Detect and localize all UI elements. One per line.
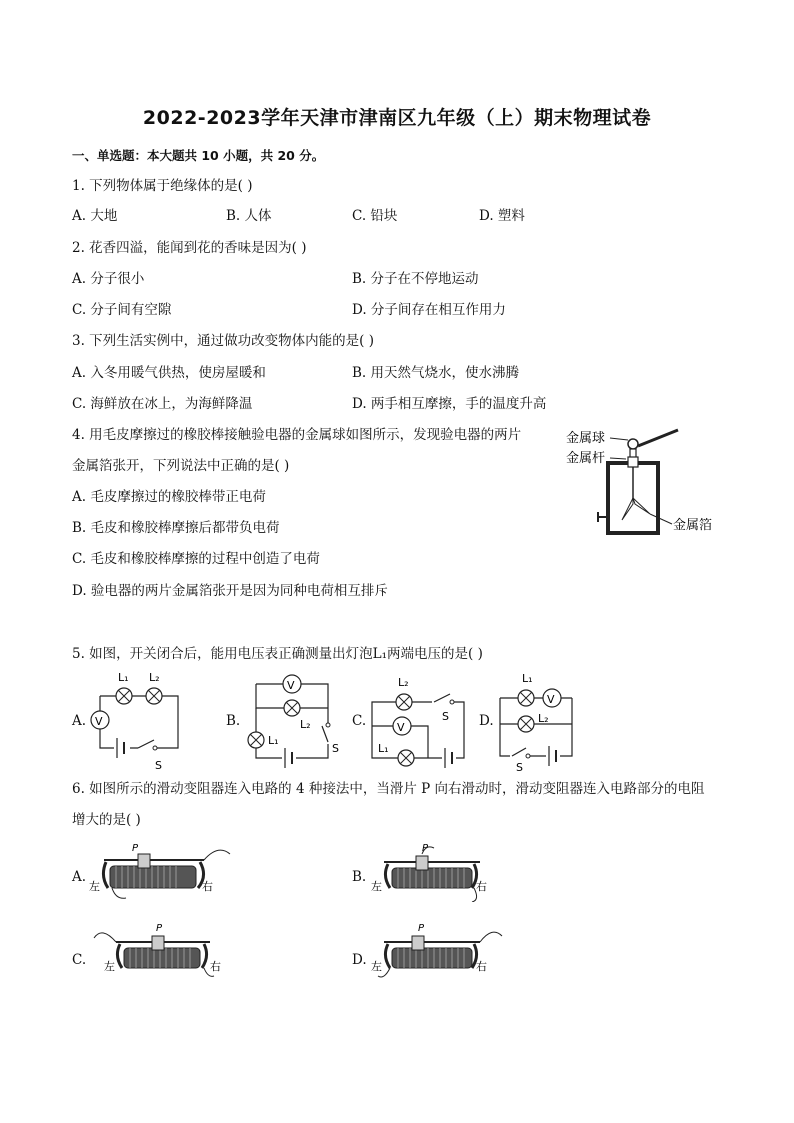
page-title: 2022-2023学年天津市津南区九年级（上）期末物理试卷: [142, 107, 652, 129]
q3-option-d: D. 两手相互摩擦，手的温度升高: [352, 396, 547, 412]
svg-text:L₂: L₂: [149, 671, 160, 684]
q2-option-a: A. 分子很小: [72, 271, 145, 287]
q1-option-a: A. 大地: [72, 208, 118, 224]
q2-option-d: D. 分子间存在相互作用力: [352, 302, 506, 318]
q3-option-b: B. 用天然气烧水，使水沸腾: [352, 365, 520, 381]
svg-text:L₂: L₂: [300, 718, 311, 731]
q6-stem-line2: 增大的是( ): [72, 812, 141, 828]
q2-stem: 2. 花香四溢，能闻到花的香味是因为( ): [72, 240, 307, 256]
q6-stem-line1: 6. 如图所示的滑动变阻器连入电路的 4 种接法中，当滑片 P 向右滑动时，滑动变阻器连入电路部分的电阻: [72, 781, 705, 797]
rheostat-a: [86, 840, 236, 902]
q5-option-b-label: B.: [226, 713, 241, 729]
q3-stem: 3. 下列生活实例中，通过做功改变物体内能的是( ): [72, 333, 374, 349]
circuit-d: [492, 668, 592, 772]
q6-option-b-label: B.: [352, 869, 367, 885]
q3-option-a: A. 入冬用暖气供热，使房屋暖和: [72, 365, 266, 381]
svg-text:P: P: [156, 923, 163, 934]
q4-stem-line2: 金属箔张开，下列说法中正确的是( ): [72, 458, 290, 474]
svg-text:S: S: [516, 761, 523, 772]
svg-text:右: 右: [476, 960, 487, 973]
svg-text:V: V: [287, 679, 295, 692]
svg-text:L₁: L₁: [118, 671, 129, 684]
svg-text:L₁: L₁: [522, 672, 533, 685]
q1-stem: 1. 下列物体属于绝缘体的是( ): [72, 178, 253, 194]
q2-option-c: C. 分子间有空隙: [72, 302, 172, 318]
metal-ball-label: 金属球: [566, 431, 606, 446]
q4-option-a: A. 毛皮摩擦过的橡胶棒带正电荷: [72, 489, 266, 505]
circuit-c: [364, 668, 474, 772]
q4-stem-line1: 4. 用毛皮摩擦过的橡胶棒接触验电器的金属球如图所示，发现验电器的两片: [72, 427, 522, 443]
section-heading: 一、单选题：本大题共 10 小题，共 20 分。: [72, 148, 325, 163]
svg-text:V: V: [397, 721, 405, 734]
q5-option-d-label: D.: [479, 713, 494, 729]
rheostat-b: [368, 840, 518, 902]
metal-foil-label: 金属箔: [673, 518, 713, 533]
metal-rod-label: 金属杆: [566, 451, 606, 466]
q5-stem: 5. 如图，开关闭合后，能用电压表正确测量出灯泡L₁两端电压的是( ): [72, 646, 483, 662]
q6-option-a-label: A.: [72, 869, 87, 885]
metal-ball: [628, 439, 638, 449]
svg-text:L₁: L₁: [378, 742, 389, 755]
q4-option-d: D. 验电器的两片金属箔张开是因为同种电荷相互排斥: [72, 583, 388, 599]
svg-text:P: P: [422, 843, 429, 854]
svg-text:右: 右: [210, 960, 221, 973]
q5-option-c-label: C.: [352, 713, 367, 729]
q6-option-d-label: D.: [352, 952, 367, 968]
q1-option-c: C. 铅块: [352, 208, 398, 224]
svg-text:S: S: [155, 759, 162, 772]
svg-text:P: P: [418, 923, 425, 934]
rheostat-d: [368, 920, 518, 982]
q2-option-b: B. 分子在不停地运动: [352, 271, 479, 287]
svg-text:P: P: [132, 843, 139, 854]
q5-option-a-label: A.: [72, 713, 87, 729]
svg-text:S: S: [442, 710, 449, 723]
q1-option-b: B. 人体: [226, 208, 272, 224]
q4-option-c: C. 毛皮和橡胶棒摩擦的过程中创造了电荷: [72, 551, 320, 567]
circuit-b: [238, 668, 348, 772]
svg-text:左: 左: [371, 960, 382, 973]
svg-text:左: 左: [371, 880, 382, 893]
svg-text:L₂: L₂: [538, 712, 549, 725]
svg-text:右: 右: [202, 880, 213, 893]
svg-text:左: 左: [104, 960, 115, 973]
svg-text:L₁: L₁: [268, 734, 279, 747]
svg-text:L₂: L₂: [398, 676, 409, 689]
svg-text:右: 右: [476, 880, 487, 893]
svg-text:S: S: [332, 742, 339, 755]
electroscope-figure: [560, 420, 740, 542]
svg-text:V: V: [95, 715, 103, 728]
rubber-rod: [638, 430, 678, 446]
q6-option-c-label: C.: [72, 952, 87, 968]
svg-text:左: 左: [89, 880, 100, 893]
q1-option-d: D. 塑料: [479, 208, 525, 224]
circuit-a: [86, 668, 186, 772]
svg-text:V: V: [547, 693, 555, 706]
rheostat-c: [90, 920, 240, 982]
q4-option-b: B. 毛皮和橡胶棒摩擦后都带负电荷: [72, 520, 280, 536]
q3-option-c: C. 海鲜放在冰上，为海鲜降温: [72, 396, 253, 412]
